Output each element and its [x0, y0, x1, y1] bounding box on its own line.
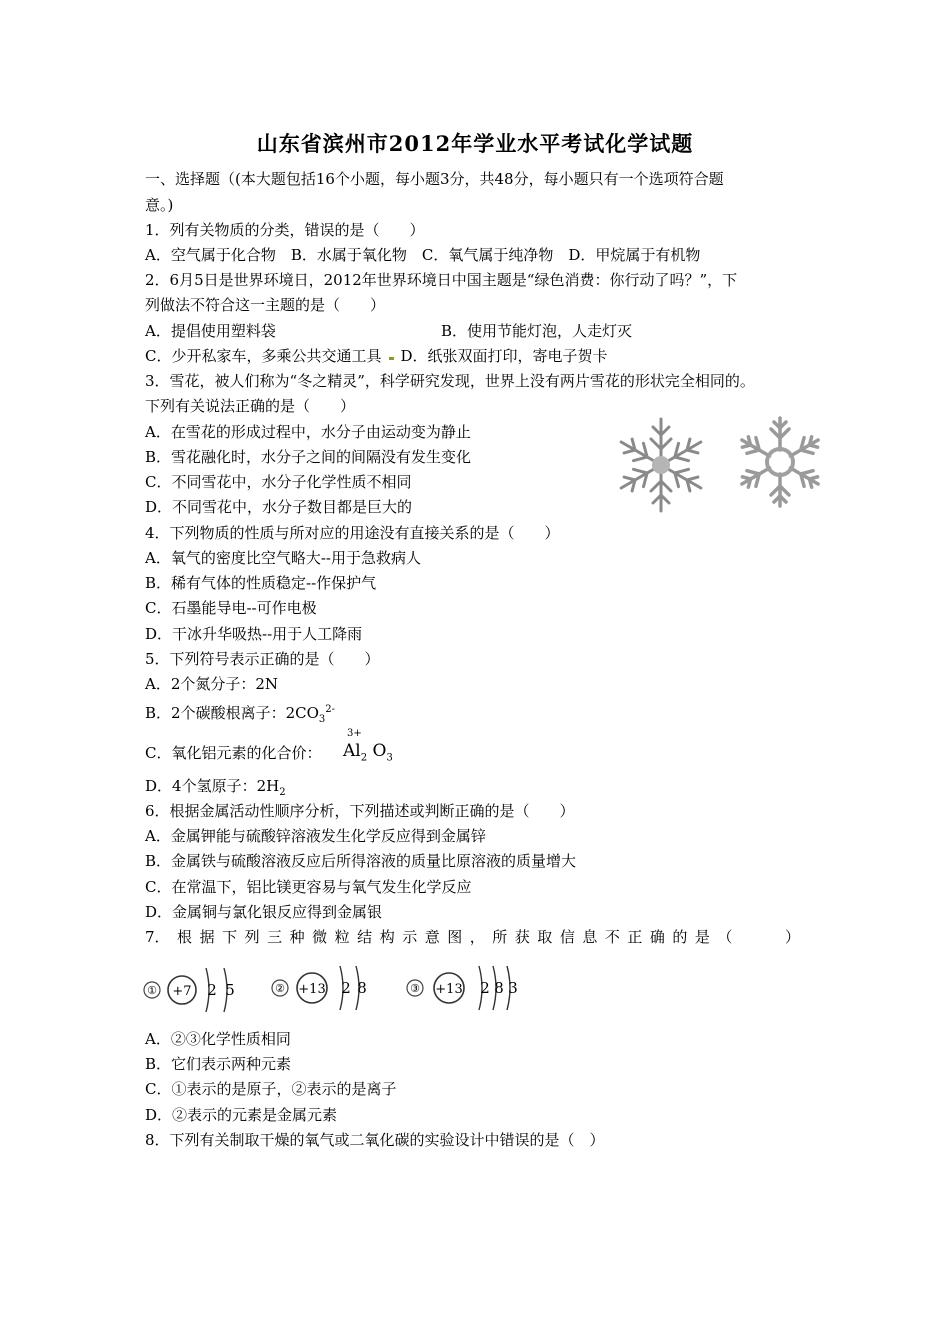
- q3-stem-line1: 3．雪花，被人们称为“冬之精灵”，科学研究发现，世界上没有两片雪花的形状完全相同的。: [145, 372, 755, 390]
- q7-stem-char: 示: [402, 928, 418, 946]
- q6-stem: 6．根据金属活动性顺序分析，下列描述或判断正确的是（ ）: [145, 802, 575, 820]
- q4-option-d: D．干冰升华吸热--用于人工降雨: [145, 625, 363, 643]
- q7-stem-char: [762, 927, 777, 947]
- q6-option-a: A．金属钾能与硫酸锌溶液发生化学反应得到金属锌: [145, 827, 486, 845]
- q7-stem-char: 确: [649, 928, 665, 946]
- atom-diagram-1: [140, 960, 250, 1020]
- q6-option-c: C．在常温下，铝比镁更容易与氧气发生化学反应: [145, 878, 472, 896]
- atom-2-shell-2: 8: [357, 979, 367, 997]
- atom-3-index: ③: [410, 982, 420, 995]
- q7-stem-char: 正: [627, 928, 643, 946]
- q7-stem-char: [740, 927, 755, 947]
- q2-stem-line1: 2．6月5日是世界环境日，2012年世界环境日中国主题是“绿色消费：你行动了吗？”，下: [145, 271, 738, 289]
- q5-option-c-text: C．氧化铝元素的化合价：: [145, 744, 322, 762]
- q7-stem-char: 不: [604, 928, 620, 946]
- q4-stem: 4．下列物质的性质与所对应的用途没有直接关系的是（ ）: [145, 524, 560, 542]
- q5-option-d-sub: 2: [279, 787, 286, 798]
- atom-1-nucleus: +7: [172, 984, 192, 999]
- q3-stem-line2: 下列有关说法正确的是（ ）: [145, 397, 356, 415]
- q4-option-b: B．稀有气体的性质稳定--作保护气: [145, 574, 377, 592]
- atom-1-shell-1: 2: [207, 981, 217, 999]
- q7-stem-char: 是: [694, 928, 710, 946]
- q7-stem-char: 三: [267, 928, 283, 946]
- atom-2-shell-1: 2: [341, 979, 351, 997]
- q5-option-b-sub: 3: [318, 714, 326, 725]
- q7-stem-char: 息: [582, 928, 598, 946]
- q7-stem-char: 图: [447, 928, 463, 946]
- q3-option-d: D．不同雪花中，水分子数目都是巨大的: [145, 498, 413, 516]
- q7-stem-char: 下: [222, 928, 238, 946]
- q7-stem-char: 粒: [334, 928, 350, 946]
- q7-stem-char: 结: [357, 928, 373, 946]
- q5-option-d: [145, 776, 286, 803]
- atom-3-shell-1: 2: [480, 979, 490, 997]
- q6-option-b: B．金属铁与硫酸溶液反应后所得溶液的质量比原溶液的质量增大: [145, 852, 577, 870]
- q1-stem: 1．列有关物质的分类，错误的是（ ）: [145, 221, 425, 239]
- q3-option-c: C．不同雪花中，水分子化学性质不相同: [145, 473, 412, 491]
- q7-stem-char: 构: [379, 928, 395, 946]
- atom-2-nucleus: +13: [298, 982, 326, 997]
- q7-stem-char: 的: [672, 928, 688, 946]
- q7-option-d: D．②表示的元素是金属元素: [145, 1106, 338, 1124]
- q7-stem-char: 根: [177, 928, 193, 946]
- atom-1-shell-2: 5: [225, 981, 235, 999]
- q5-charge-label: 3+: [347, 728, 362, 739]
- q7-stem-char: 列: [244, 928, 260, 946]
- snowflake-image-2: [728, 415, 833, 510]
- q7-stem-char: 信: [559, 928, 575, 946]
- q4-option-c: C．石墨能导电--可作电极: [145, 599, 317, 617]
- q7-option-a: A．②③化学性质相同: [145, 1030, 291, 1048]
- snowflake-image-1: [605, 415, 717, 515]
- q7-stem-char: 取: [537, 928, 553, 946]
- q7-stem-char: 获: [514, 928, 530, 946]
- atom-diagram-2: [268, 960, 378, 1020]
- q5-option-b-text: B．2个碳酸根离子：2CO: [145, 704, 319, 722]
- q3-option-b: B．雪花融化时，水分子之间的间隔没有发生变化: [145, 448, 472, 466]
- q7-stem-char: （: [717, 928, 733, 946]
- q5-al: Al: [343, 741, 361, 761]
- q4-option-a: A．氧气的密度比空气略大--用于急救病人: [145, 549, 421, 567]
- q7-stem-char: 7．: [145, 928, 170, 946]
- q2-option-c: C．少开私家车，多乘公共交通工具: [145, 347, 382, 365]
- q2-option-c-row: [145, 346, 608, 366]
- q6-option-d: D．金属铜与氯化银反应得到金属银: [145, 903, 383, 921]
- atom-2-index: ②: [275, 982, 285, 995]
- q7-option-b: B．它们表示两种元素: [145, 1055, 292, 1073]
- q7-stem-char: 微: [312, 928, 328, 946]
- q5-stem: 5．下列符号表示正确的是（ ）: [145, 650, 380, 668]
- q8-stem: 8．下列有关制取干燥的氧气或二氧化碳的实验设计中错误的是（ ）: [145, 1131, 605, 1149]
- q1-options: A．空气属于化合物 B．水属于氧化物 C．氧气属于纯净物 D．甲烷属于有机物: [145, 246, 701, 264]
- atom-diagram-3: [403, 960, 528, 1020]
- q3-option-a: A．在雪花的形成过程中，水分子由运动变为静止: [145, 423, 471, 441]
- q2-option-a: A．提倡使用塑料袋: [145, 322, 276, 340]
- q7-stem-char: ）: [784, 928, 800, 946]
- section-intro-line1: 一、选择题（(本大题包括16个小题，每小题3分，共48分，每小题只有一个选项符合题: [145, 170, 724, 188]
- q7-stem-char: 意: [424, 928, 440, 946]
- q7-stem-char: 所: [492, 928, 508, 946]
- section-intro-line2: 意。): [145, 196, 174, 214]
- q7-stem-char: 种: [289, 928, 305, 946]
- page-title: 山东省滨州市2012年学业水平考试化学试题: [256, 131, 694, 156]
- q7-stem-char: 据: [199, 928, 215, 946]
- q2-option-d: D．纸张双面打印，寄电子贺卡: [400, 347, 608, 365]
- atom-3-nucleus: +13: [435, 982, 463, 997]
- atom-3-shell-3: 3: [508, 979, 518, 997]
- q5-option-d-text: D．4个氢原子：2H: [145, 777, 280, 795]
- q2-option-b: B．使用节能灯泡，人走灯灭: [441, 322, 633, 340]
- q5-o-sub: 3: [386, 752, 393, 764]
- q7-stem-char: ，: [469, 928, 485, 946]
- q7-stem: [145, 927, 800, 947]
- q7-option-c: C．①表示的是原子，②表示的是离子: [145, 1080, 397, 1098]
- q5-al-sub: 2: [360, 752, 368, 764]
- q5-option-b-sup: 2-: [325, 704, 336, 715]
- q2-stem-line2: 列做法不符合这一主题的是（ ）: [145, 296, 386, 314]
- q5-option-a: A．2个氮分子：2N: [145, 675, 279, 693]
- atom-1-index: ①: [147, 984, 157, 997]
- q5-o: O: [372, 741, 387, 761]
- atom-3-shell-2: 8: [494, 979, 504, 997]
- q5-option-b: [145, 700, 335, 730]
- green-mark: [389, 357, 394, 360]
